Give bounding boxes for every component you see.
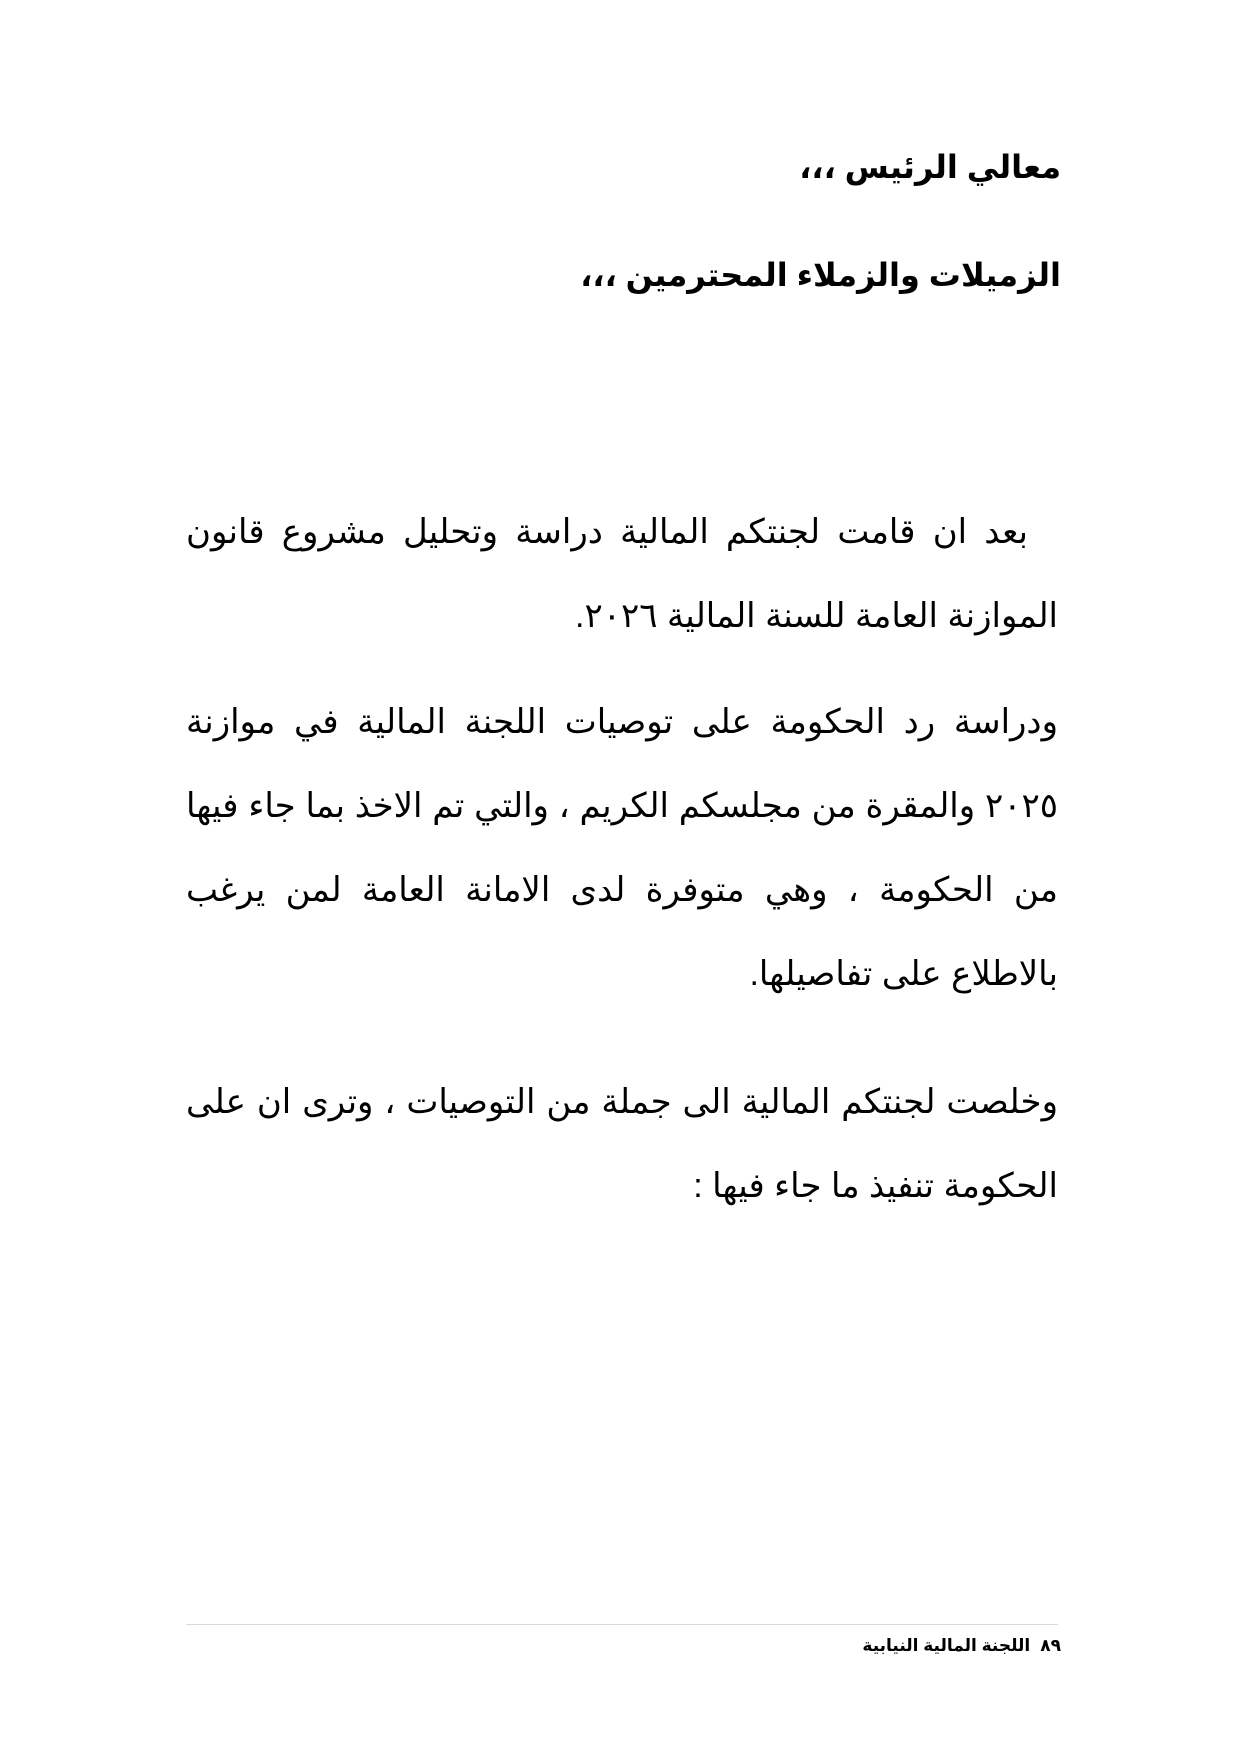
paragraph-1-text: بعد ان قامت لجنتكم المالية دراسة وتحليل مشروع قانون الموازنة العامة للسنة المالية ٢٠٢٦. [186, 513, 1058, 635]
page-number: ٨٩ [1040, 1636, 1061, 1655]
paragraph-government-response [186, 680, 1058, 1016]
committee-name: اللجنة المالية النيابية [862, 1636, 1031, 1655]
paragraph-recommendations [186, 1060, 1058, 1228]
paragraph-3-text: وخلصت لجنتكم المالية الى جملة من التوصيات ، وترى ان على الحكومة تنفيذ ما جاء فيها : [186, 1083, 1058, 1205]
paragraph-2-text: ودراسة رد الحكومة على توصيات اللجنة المالية في موازنة ٢٠٢٥ والمقرة من مجلسكم الكريم ، والتي تم الاخذ بما جاء فيها من الحكومة ، وهي متوفرة لدى الامانة العامة لمن يرغب بالاطلاع على تفاصيلها. [186, 703, 1058, 993]
footer-divider [186, 1624, 1058, 1625]
paragraph-study-intro [186, 490, 1058, 658]
salutation-colleagues: الزميلات والزملاء المحترمين ،،، [580, 257, 1061, 293]
salutation-chairman: معالي الرئيس ،،، [799, 149, 1061, 185]
page-footer [852, 1636, 1061, 1656]
